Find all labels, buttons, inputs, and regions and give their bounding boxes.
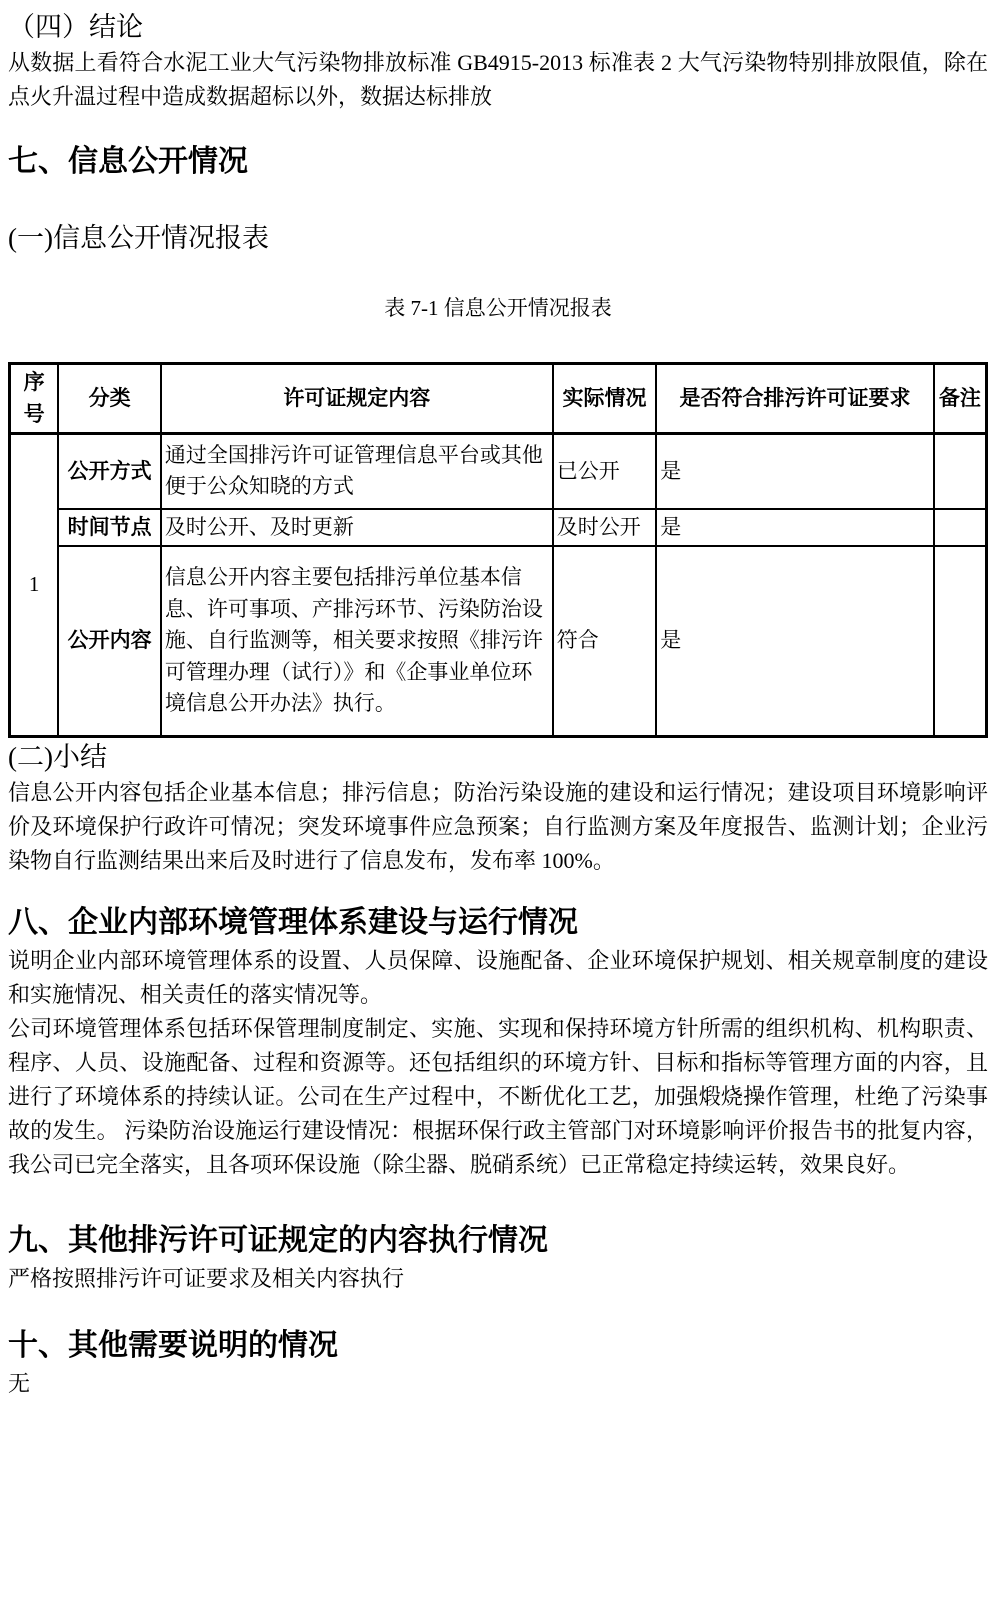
table-header-row [10,364,987,434]
cell-actual: 符合 [553,546,657,736]
section-10-heading: 十、其他需要说明的情况 [8,1328,338,1362]
document-page [0,8,1000,1401]
header-category: 分类 [58,364,161,434]
cell-category: 公开方式 [58,434,161,509]
cell-category: 时间节点 [58,509,161,547]
cell-permit-content: 信息公开内容主要包括排污单位基本信息、许可事项、产排污环节、污染防治设施、自行监测等，相关要求按照《排污许可管理办理（试行）》和《企事业单位环境信息公开办法》执行。 [161,546,553,736]
table-row [10,546,987,736]
cell-remark [934,546,987,736]
cell-compliance: 是 [656,546,933,736]
section-4-conclusion-heading: （四）结论 [8,12,143,42]
cell-actual: 及时公开 [553,509,657,547]
table-row [10,434,987,509]
cell-compliance: 是 [656,434,933,509]
info-disclosure-table [8,362,988,738]
cell-permit-content: 及时公开、及时更新 [161,509,553,547]
header-remarks: 备注 [934,364,987,434]
header-compliance: 是否符合排污许可证要求 [656,364,933,434]
cell-compliance: 是 [656,509,933,547]
header-actual-situation: 实际情况 [553,364,657,434]
cell-category: 公开内容 [58,546,161,736]
section-8-paragraph-1: 说明企业内部环境管理体系的设置、人员保障、设施配备、企业环境保护规划、相关规章制度的建设和实施情况、相关责任的落实情况等。 [8,947,988,1007]
table-7-1-caption: 表 7-1 信息公开情况报表 [384,296,612,320]
disclosure-summary-paragraph: 信息公开内容包括企业基本信息；排污信息；防治污染设施的建设和运行情况；建设项目环境影响评价及环境保护行政许可情况；突发环境事件应急预案；自行监测方案及年度报告、监测计划；企业污染物自行监测结果出来后及时进行了信息发布，发布率 100%。 [8,779,988,873]
section-8-heading: 八、企业内部环境管理体系建设与运行情况 [8,905,578,939]
section-7-subheading-report: (一)信息公开情况报表 [8,223,269,253]
section-10-paragraph: 无 [8,1370,31,1396]
cell-serial-number: 1 [10,434,59,737]
cell-permit-content: 通过全国排污许可证管理信息平台或其他便于公众知晓的方式 [161,434,553,509]
section-9-heading: 九、其他排污许可证规定的内容执行情况 [8,1223,548,1257]
section-8-paragraph-2: 公司环境管理体系包括环保管理制度制定、实施、实现和保持环境方针所需的组织机构、机构职责、程序、人员、设施配备、过程和资源等。还包括组织的环境方针、目标和指标等管理方面的内容，且进行了环境体系的持续认证。公司在生产过程中，不断优化工艺，加强煅烧操作管理，杜绝了污染事故的发生。 污染防治设施运行建设情况：根据环保行政主管部门对环境影响评价报告书的批复内容，我公司已完全落实，且各项环保设施（除尘器、脱硝系统）已正常稳定持续运转，效果良好。 [8,1015,988,1177]
section-9-paragraph: 严格按照排污许可证要求及相关内容执行 [8,1265,405,1291]
header-serial-number: 序号 [10,364,59,434]
section-7-subheading-summary: (二)小结 [8,741,107,772]
header-permit-content: 许可证规定内容 [161,364,553,434]
table-row [10,509,987,547]
conclusion-paragraph: 从数据上看符合水泥工业大气污染物排放标准 GB4915-2013 标准表 2 大气污染物特别排放限值，除在点火升温过程中造成数据超标以外，数据达标排放 [8,50,988,109]
cell-actual: 已公开 [553,434,657,509]
section-7-heading: 七、信息公开情况 [8,145,248,178]
cell-remark [934,434,987,509]
cell-remark [934,509,987,547]
